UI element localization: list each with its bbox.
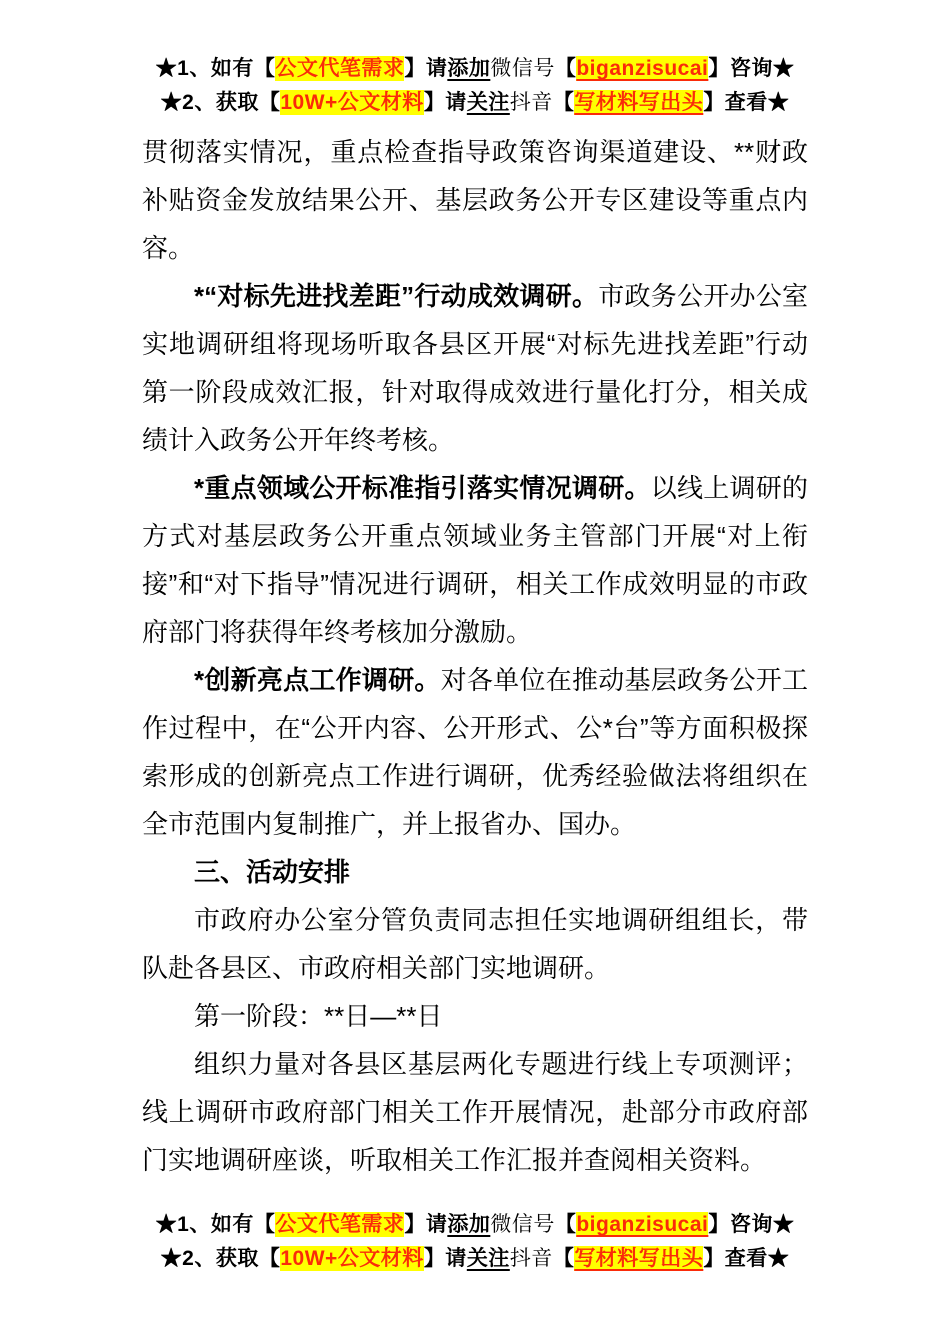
text-segment: 关注 [466, 1247, 510, 1270]
text-segment: 】请 [404, 57, 448, 80]
text-segment: 【 [554, 57, 577, 80]
text-segment: 】请 [423, 1247, 467, 1270]
paragraph [142, 1040, 808, 1184]
paragraph [142, 656, 808, 848]
document-body [142, 128, 808, 1184]
text-segment: 第一阶段：**日—**日 [194, 1001, 443, 1031]
text-segment: biganzisucai [576, 57, 709, 80]
paragraph [142, 128, 808, 272]
text-segment: *“对标先进找差距”行动成效调研。 [194, 281, 599, 311]
text-segment: 以线上调研的方式对基层政务公开重点领域业务主管部门开展“对上衔接”和“对下指导”情况进行调研，相关工作成效明显的市政府部门将获得年终考核加分激励。 [142, 473, 808, 647]
section-heading [142, 848, 808, 896]
text-segment: ★1、如有【 [155, 57, 276, 80]
notice-line [0, 1242, 950, 1276]
text-segment: 】查看★ [703, 1247, 790, 1270]
notice-line [0, 86, 950, 120]
footer-notice [0, 1208, 950, 1276]
text-segment: 公文代笔需求 [275, 57, 405, 80]
text-segment: 关注 [466, 91, 510, 114]
text-segment: 添加 [447, 1213, 491, 1236]
notice-line [0, 1208, 950, 1242]
text-segment: 市政务公开办公室实地调研组将现场听取各县区开展“对标先进找差距”行动第一阶段成效汇报，针对取得成效进行量化打分，相关成绩计入政务公开年终考核。 [142, 281, 808, 455]
text-segment: 】咨询★ [708, 1213, 795, 1236]
text-segment: *创新亮点工作调研。 [194, 665, 441, 695]
text-segment: 贯彻落实情况，重点检查指导政策咨询渠道建设、**财政补贴资金发放结果公开、基层政务公开专区建设等重点内容。 [142, 137, 808, 263]
text-segment: 组织力量对各县区基层两化专题进行线上专项测评；线上调研市政府部门相关工作开展情况，赴部分市政府部门实地调研座谈，听取相关工作汇报并查阅相关资料。 [142, 1049, 808, 1175]
text-segment: 写材料写出头 [574, 1247, 704, 1270]
text-segment: 【 [552, 1247, 575, 1270]
text-segment: 对各单位在推动基层政务公开工作过程中，在“公开内容、公开形式、公*台”等方面积极探索形成的创新亮点工作进行调研，优秀经验做法将组织在全市范围内复制推广，并上报省办、国办。 [142, 665, 808, 839]
text-segment: 】咨询★ [708, 57, 795, 80]
paragraph [142, 272, 808, 464]
text-segment: ★2、获取【 [160, 1247, 281, 1270]
text-segment: 抖音 [509, 1247, 553, 1270]
text-segment: 写材料写出头 [574, 91, 704, 114]
text-segment: 】请 [404, 1213, 448, 1236]
text-segment: 】查看★ [703, 91, 790, 114]
text-segment: 三、活动安排 [194, 857, 351, 887]
text-segment: 】请 [423, 91, 467, 114]
paragraph [142, 992, 808, 1040]
header-notice [0, 52, 950, 120]
text-segment: ★2、获取【 [160, 91, 281, 114]
text-segment: 10W+公文材料 [280, 1247, 424, 1270]
text-segment: 10W+公文材料 [280, 91, 424, 114]
paragraph [142, 464, 808, 656]
text-segment: 【 [554, 1213, 577, 1236]
text-segment: 【 [552, 91, 575, 114]
paragraph [142, 896, 808, 992]
text-segment: 公文代笔需求 [275, 1213, 405, 1236]
notice-line [0, 52, 950, 86]
text-segment: 添加 [447, 57, 491, 80]
text-segment: 抖音 [509, 91, 553, 114]
text-segment: 市政府办公室分管负责同志担任实地调研组组长，带队赴各县区、市政府相关部门实地调研。 [142, 905, 808, 983]
text-segment: ★1、如有【 [155, 1213, 276, 1236]
text-segment: biganzisucai [576, 1213, 709, 1236]
text-segment: *重点领域公开标准指引落实情况调研。 [194, 473, 651, 503]
text-segment: 微信号 [490, 1213, 555, 1236]
text-segment: 微信号 [490, 57, 555, 80]
